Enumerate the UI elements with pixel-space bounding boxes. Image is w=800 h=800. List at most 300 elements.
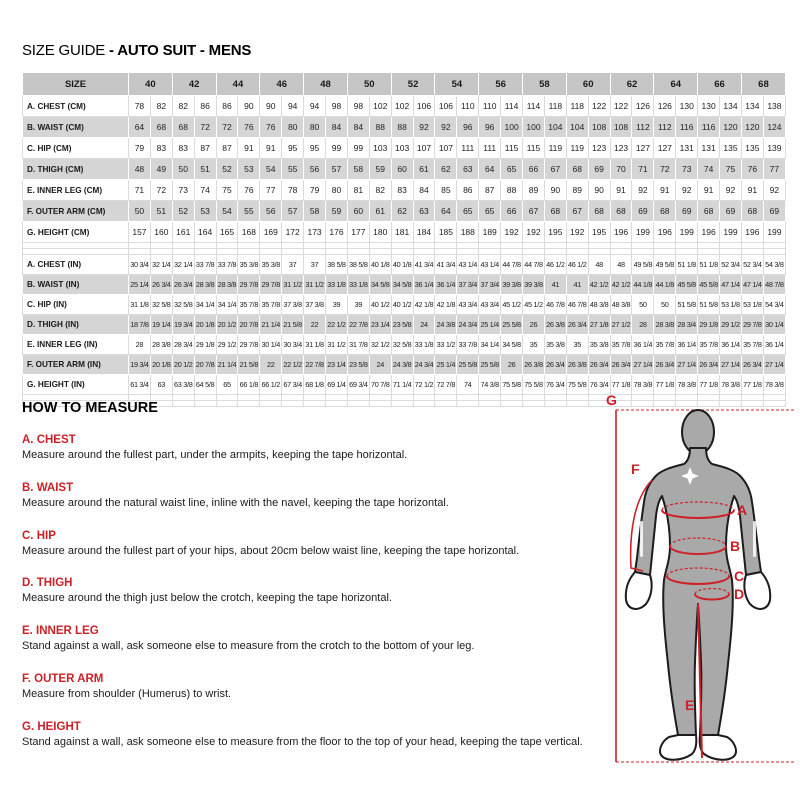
size-value-cell: 75 5/8: [523, 375, 545, 395]
size-value-cell: 25 5/8: [501, 315, 523, 335]
size-table-row: [23, 355, 786, 375]
size-value-cell: 20 7/8: [238, 315, 260, 335]
size-value-cell: 24 3/8: [391, 355, 413, 375]
row-label: D. THIGH (CM): [23, 159, 129, 180]
size-value-cell: 39: [347, 295, 369, 315]
size-value-cell: 72 7/8: [435, 375, 457, 395]
size-table-row: [23, 201, 786, 222]
size-column-header: 56: [479, 73, 523, 96]
size-value-cell: 54 3/8: [763, 255, 785, 275]
size-value-cell: 63: [150, 375, 172, 395]
size-value-cell: 72 1/2: [413, 375, 435, 395]
size-value-cell: 99: [347, 138, 369, 159]
size-value-cell: 47 1/4: [720, 275, 742, 295]
size-value-cell: 65: [457, 201, 479, 222]
size-value-cell: 49: [150, 159, 172, 180]
size-value-cell: 66 1/8: [238, 375, 260, 395]
size-value-cell: 69: [676, 201, 698, 222]
size-value-cell: 30 1/4: [763, 315, 785, 335]
size-value-cell: 127: [654, 138, 676, 159]
size-value-cell: 44 1/8: [654, 275, 676, 295]
size-value-cell: 40 1/2: [391, 295, 413, 315]
size-value-cell: 40 1/2: [369, 295, 391, 315]
size-value-cell: 29 7/8: [238, 275, 260, 295]
size-value-cell: 68: [544, 201, 566, 222]
size-value-cell: 51 5/8: [676, 295, 698, 315]
measure-section: [22, 434, 608, 463]
size-value-cell: 31 1/2: [282, 275, 304, 295]
size-value-cell: 23 5/8: [347, 355, 369, 375]
size-value-cell: 71: [632, 159, 654, 180]
size-value-cell: 199: [676, 222, 698, 243]
size-value-cell: 35 3/8: [238, 255, 260, 275]
size-value-cell: 26 3/4: [172, 275, 194, 295]
size-value-cell: 69: [720, 201, 742, 222]
size-column-header: 68: [741, 73, 785, 96]
size-value-cell: 42 1/2: [610, 275, 632, 295]
size-value-cell: 36 1/4: [720, 335, 742, 355]
size-value-cell: 42 1/2: [588, 275, 610, 295]
size-value-cell: 36 1/4: [435, 275, 457, 295]
size-value-cell: 32 1/4: [172, 255, 194, 275]
size-value-cell: 26 3/8: [544, 315, 566, 335]
size-value-cell: 73: [172, 180, 194, 201]
size-value-cell: 30 1/4: [260, 335, 282, 355]
size-value-cell: 78: [129, 96, 151, 117]
size-value-cell: 26 3/4: [741, 355, 763, 375]
size-value-cell: 24: [413, 315, 435, 335]
size-table-row: [23, 117, 786, 138]
size-value-cell: 91: [260, 138, 282, 159]
size-value-cell: 64: [479, 159, 501, 180]
size-value-cell: 24 3/4: [413, 355, 435, 375]
size-value-cell: 84: [326, 117, 348, 138]
size-value-cell: 27 1/4: [676, 355, 698, 375]
size-value-cell: 112: [654, 117, 676, 138]
size-value-cell: 99: [326, 138, 348, 159]
size-value-cell: 28: [632, 315, 654, 335]
size-value-cell: 22 1/2: [326, 315, 348, 335]
size-value-cell: 35: [566, 335, 588, 355]
size-value-cell: 30 3/4: [129, 255, 151, 275]
left-forearm-logo: [640, 521, 643, 557]
size-value-cell: 78 3/8: [676, 375, 698, 395]
size-value-cell: 25 5/8: [457, 355, 479, 375]
size-value-cell: 35: [523, 335, 545, 355]
size-value-cell: 54 3/4: [763, 295, 785, 315]
size-value-cell: 67 3/4: [282, 375, 304, 395]
size-value-cell: 98: [347, 96, 369, 117]
size-value-cell: 45 5/8: [676, 275, 698, 295]
size-value-cell: 50: [129, 201, 151, 222]
measure-section: [22, 482, 608, 511]
size-value-cell: 114: [501, 96, 523, 117]
size-value-cell: 74: [194, 180, 216, 201]
size-value-cell: 40 1/8: [369, 255, 391, 275]
size-value-cell: 71: [129, 180, 151, 201]
size-value-cell: 34 5/8: [391, 275, 413, 295]
size-value-cell: 95: [304, 138, 326, 159]
marker-d: D: [734, 586, 745, 602]
size-value-cell: 20 1/8: [194, 315, 216, 335]
measure-section-text: Measure around the fullest part, under the armpits, keeping the tape horizontal.: [22, 449, 408, 461]
size-value-cell: 78 3/8: [632, 375, 654, 395]
size-value-cell: 29 7/8: [238, 335, 260, 355]
size-table-row: [23, 315, 786, 335]
size-value-cell: 39: [326, 295, 348, 315]
size-value-cell: 77 1/8: [654, 375, 676, 395]
size-value-cell: 31 1/2: [326, 335, 348, 355]
size-value-cell: 27 1/4: [632, 355, 654, 375]
size-value-cell: 33 1/2: [435, 335, 457, 355]
size-value-cell: 127: [632, 138, 654, 159]
row-label: E. INNER LEG (CM): [23, 180, 129, 201]
size-value-cell: 196: [610, 222, 632, 243]
size-value-cell: 47 1/4: [741, 275, 763, 295]
measure-section-label: A. CHEST: [22, 434, 76, 446]
size-value-cell: 39 3/8: [523, 275, 545, 295]
marker-c: C: [734, 568, 745, 584]
size-value-cell: 87: [479, 180, 501, 201]
size-value-cell: 22: [260, 355, 282, 375]
size-value-cell: 23 1/4: [326, 355, 348, 375]
size-value-cell: 89: [566, 180, 588, 201]
size-value-cell: 76: [238, 180, 260, 201]
size-table-row: [23, 335, 786, 355]
size-value-cell: 95: [282, 138, 304, 159]
size-value-cell: 56: [304, 159, 326, 180]
row-label: F. OUTER ARM (CM): [23, 201, 129, 222]
size-value-cell: 108: [588, 117, 610, 138]
size-value-cell: 126: [654, 96, 676, 117]
size-value-cell: 43 3/4: [479, 295, 501, 315]
measure-section-label: D. THIGH: [22, 577, 73, 590]
size-value-cell: 104: [544, 117, 566, 138]
size-value-cell: 78: [282, 180, 304, 201]
size-value-cell: 34 5/8: [501, 335, 523, 355]
size-value-cell: 53: [238, 159, 260, 180]
size-value-cell: 88: [391, 117, 413, 138]
size-value-cell: 92: [676, 180, 698, 201]
size-value-cell: 70: [610, 159, 632, 180]
size-value-cell: 26 3/8: [566, 355, 588, 375]
size-value-cell: 83: [150, 138, 172, 159]
size-value-cell: 77: [260, 180, 282, 201]
size-value-cell: 34 1/4: [216, 295, 238, 315]
size-value-cell: 77 1/8: [698, 375, 720, 395]
size-value-cell: 48: [588, 255, 610, 275]
size-value-cell: 38 5/8: [347, 255, 369, 275]
size-value-cell: 92: [632, 180, 654, 201]
page-title-regular: SIZE GUIDE: [22, 42, 109, 59]
size-column-header: 64: [654, 73, 698, 96]
size-value-cell: 50: [654, 295, 676, 315]
size-value-cell: 106: [413, 96, 435, 117]
size-value-cell: 71 1/4: [391, 375, 413, 395]
measure-section-label: B. WAIST: [22, 481, 74, 494]
size-value-cell: 199: [720, 222, 742, 243]
size-value-cell: 139: [763, 138, 785, 159]
size-value-cell: 76: [238, 117, 260, 138]
marker-f: F: [631, 461, 640, 477]
size-value-cell: 62: [435, 159, 457, 180]
size-value-cell: 65: [501, 159, 523, 180]
size-value-cell: 89: [523, 180, 545, 201]
size-value-cell: 120: [720, 117, 742, 138]
size-value-cell: 21 5/8: [282, 315, 304, 335]
size-value-cell: 61: [413, 159, 435, 180]
size-value-cell: 196: [741, 222, 763, 243]
size-value-cell: 110: [479, 96, 501, 117]
figure-left-foot: [660, 735, 696, 760]
size-value-cell: 22: [304, 315, 326, 335]
size-value-cell: 34 1/4: [194, 295, 216, 315]
size-value-cell: 192: [501, 222, 523, 243]
size-value-cell: 111: [457, 138, 479, 159]
size-value-cell: 28 3/8: [216, 275, 238, 295]
size-value-cell: 60: [391, 159, 413, 180]
size-value-cell: 119: [544, 138, 566, 159]
size-value-cell: 49 5/8: [632, 255, 654, 275]
size-value-cell: 35 3/8: [260, 255, 282, 275]
size-value-cell: 41 3/4: [413, 255, 435, 275]
size-value-cell: 31 1/8: [304, 335, 326, 355]
size-value-cell: 130: [698, 96, 720, 117]
size-value-cell: 68: [588, 201, 610, 222]
size-value-cell: 48: [610, 255, 632, 275]
size-value-cell: 55: [238, 201, 260, 222]
size-value-cell: 46 7/8: [566, 295, 588, 315]
size-value-cell: 72: [194, 117, 216, 138]
size-value-cell: 49 5/8: [654, 255, 676, 275]
size-value-cell: 135: [741, 138, 763, 159]
size-value-cell: 107: [435, 138, 457, 159]
size-column-header: 46: [260, 73, 304, 96]
size-value-cell: 102: [369, 96, 391, 117]
size-value-cell: 66: [501, 201, 523, 222]
size-value-cell: 63: [413, 201, 435, 222]
measure-section-text: Measure around the natural waist line, inline with the navel, keeping the tape horizontal.: [22, 496, 449, 509]
size-value-cell: 29 7/8: [741, 315, 763, 335]
marker-a: A: [737, 502, 748, 518]
size-value-cell: 27 1/2: [610, 315, 632, 335]
size-value-cell: 28 3/8: [150, 335, 172, 355]
size-value-cell: 91: [238, 138, 260, 159]
size-value-cell: 185: [435, 222, 457, 243]
row-label: B. WAIST (CM): [23, 117, 129, 138]
measure-section-text: Measure from shoulder (Humerus) to wrist.: [22, 687, 232, 700]
size-value-cell: 31 1/2: [304, 275, 326, 295]
size-value-cell: 110: [457, 96, 479, 117]
size-value-cell: 87: [194, 138, 216, 159]
size-value-cell: 27 1/4: [720, 355, 742, 375]
size-value-cell: 53 1/8: [741, 295, 763, 315]
size-value-cell: 90: [238, 96, 260, 117]
size-value-cell: 25 1/4: [479, 315, 501, 335]
size-value-cell: 72: [654, 159, 676, 180]
size-value-cell: 74: [698, 159, 720, 180]
size-column-header: 44: [216, 73, 260, 96]
size-value-cell: 53 1/8: [720, 295, 742, 315]
size-value-cell: 120: [741, 117, 763, 138]
size-value-cell: 189: [479, 222, 501, 243]
size-value-cell: 46 7/8: [544, 295, 566, 315]
size-table-row: [23, 295, 786, 315]
size-column-header: 42: [172, 73, 216, 96]
size-value-cell: 92: [413, 117, 435, 138]
size-value-cell: 100: [501, 117, 523, 138]
size-value-cell: 31 7/8: [347, 335, 369, 355]
size-value-cell: 35 7/8: [610, 335, 632, 355]
size-value-cell: 82: [150, 96, 172, 117]
size-value-cell: 102: [391, 96, 413, 117]
size-value-cell: 32 5/8: [150, 295, 172, 315]
size-value-cell: 36 1/4: [763, 335, 785, 355]
size-value-cell: 45 1/2: [501, 295, 523, 315]
size-value-cell: 69 3/4: [347, 375, 369, 395]
size-value-cell: 18 7/8: [129, 315, 151, 335]
size-value-cell: 119: [566, 138, 588, 159]
size-value-cell: 45 1/2: [523, 295, 545, 315]
size-value-cell: 62: [391, 201, 413, 222]
size-value-cell: 79: [304, 180, 326, 201]
size-value-cell: 56: [260, 201, 282, 222]
size-value-cell: 73: [676, 159, 698, 180]
size-value-cell: 30 3/4: [282, 335, 304, 355]
size-value-cell: 35 7/8: [260, 295, 282, 315]
size-value-cell: 52 3/4: [720, 255, 742, 275]
size-table-row: [23, 275, 786, 295]
size-value-cell: 34 1/4: [479, 335, 501, 355]
size-value-cell: 78 3/8: [763, 375, 785, 395]
size-value-cell: 26: [501, 355, 523, 375]
size-value-cell: 72: [216, 117, 238, 138]
size-value-cell: 23 1/4: [369, 315, 391, 335]
size-value-cell: 75 5/8: [501, 375, 523, 395]
size-value-cell: 26 3/4: [654, 355, 676, 375]
size-value-cell: 37 3/4: [457, 275, 479, 295]
size-value-cell: 24: [369, 355, 391, 375]
size-value-cell: 91: [698, 180, 720, 201]
size-table-row: [23, 180, 786, 201]
marker-g: G: [606, 392, 617, 408]
size-value-cell: 123: [588, 138, 610, 159]
size-value-cell: 20 1/2: [172, 355, 194, 375]
size-value-cell: 118: [566, 96, 588, 117]
size-value-cell: 74: [457, 375, 479, 395]
size-value-cell: 64 5/8: [194, 375, 216, 395]
size-value-cell: 61 3/4: [129, 375, 151, 395]
size-value-cell: 26 3/4: [698, 355, 720, 375]
size-value-cell: 35 7/8: [238, 295, 260, 315]
size-value-cell: 48 3/8: [588, 295, 610, 315]
size-value-cell: 76: [741, 159, 763, 180]
size-value-cell: 126: [632, 96, 654, 117]
size-value-cell: 64: [129, 117, 151, 138]
measure-section: [22, 721, 608, 750]
size-value-cell: 26 3/4: [610, 355, 632, 375]
size-value-cell: 19 3/4: [129, 355, 151, 375]
size-value-cell: 90: [544, 180, 566, 201]
size-value-cell: 37: [282, 255, 304, 275]
size-value-cell: 76: [260, 117, 282, 138]
size-value-cell: 37 3/8: [282, 295, 304, 315]
page-title-bold: - AUTO SUIT - MENS: [108, 42, 252, 59]
size-value-cell: 28 3/8: [654, 315, 676, 335]
size-value-cell: 122: [610, 96, 632, 117]
size-value-cell: 50: [632, 295, 654, 315]
row-label: C. HIP (IN): [23, 295, 129, 315]
size-value-cell: 42 1/8: [435, 295, 457, 315]
size-value-cell: 24 3/4: [457, 315, 479, 335]
size-value-cell: 108: [610, 117, 632, 138]
size-value-cell: 28: [129, 335, 151, 355]
size-value-cell: 33 1/8: [326, 275, 348, 295]
size-value-cell: 165: [216, 222, 238, 243]
size-value-cell: 83: [391, 180, 413, 201]
measure-section: [22, 625, 608, 654]
size-value-cell: 75: [720, 159, 742, 180]
size-value-cell: 33 7/8: [216, 255, 238, 275]
size-value-cell: 48: [129, 159, 151, 180]
size-value-cell: 32 5/8: [391, 335, 413, 355]
size-value-cell: 36 1/4: [413, 275, 435, 295]
size-value-cell: 51: [194, 159, 216, 180]
size-value-cell: 26 3/4: [150, 275, 172, 295]
size-value-cell: 173: [304, 222, 326, 243]
size-value-cell: 19 3/4: [172, 315, 194, 335]
size-value-cell: 26: [523, 315, 545, 335]
size-value-cell: 86: [457, 180, 479, 201]
row-label: C. HIP (CM): [23, 138, 129, 159]
size-value-cell: 35 3/8: [588, 335, 610, 355]
size-value-cell: 57: [282, 201, 304, 222]
size-value-cell: 40 1/8: [391, 255, 413, 275]
size-value-cell: 19 1/4: [150, 315, 172, 335]
size-value-cell: 20 1/8: [150, 355, 172, 375]
size-value-cell: 80: [304, 117, 326, 138]
size-value-cell: 42 1/8: [413, 295, 435, 315]
row-label: A. CHEST (CM): [23, 96, 129, 117]
size-value-cell: 92: [763, 180, 785, 201]
size-value-cell: 69 1/4: [326, 375, 348, 395]
size-value-cell: 103: [391, 138, 413, 159]
size-value-cell: 92: [435, 117, 457, 138]
size-value-cell: 59: [326, 201, 348, 222]
size-value-cell: 69: [632, 201, 654, 222]
row-label: A. CHEST (IN): [23, 255, 129, 275]
size-value-cell: 77: [763, 159, 785, 180]
size-value-cell: 29 1/8: [698, 315, 720, 335]
size-column-header: 66: [698, 73, 742, 96]
size-value-cell: 115: [523, 138, 545, 159]
size-value-cell: 32 1/4: [150, 255, 172, 275]
size-value-cell: 44 1/8: [632, 275, 654, 295]
size-column-header: 58: [523, 73, 567, 96]
size-value-cell: 92: [720, 180, 742, 201]
size-value-cell: 33 7/8: [194, 255, 216, 275]
row-label: B. WAIST (IN): [23, 275, 129, 295]
measure-section: [22, 673, 608, 702]
size-value-cell: 54: [216, 201, 238, 222]
size-value-cell: 38 5/8: [326, 255, 348, 275]
size-value-cell: 75: [216, 180, 238, 201]
size-value-cell: 29 1/8: [194, 335, 216, 355]
size-value-cell: 58: [347, 159, 369, 180]
size-value-cell: 106: [435, 96, 457, 117]
size-value-cell: 27 1/8: [588, 315, 610, 335]
size-value-cell: 25 1/4: [129, 275, 151, 295]
